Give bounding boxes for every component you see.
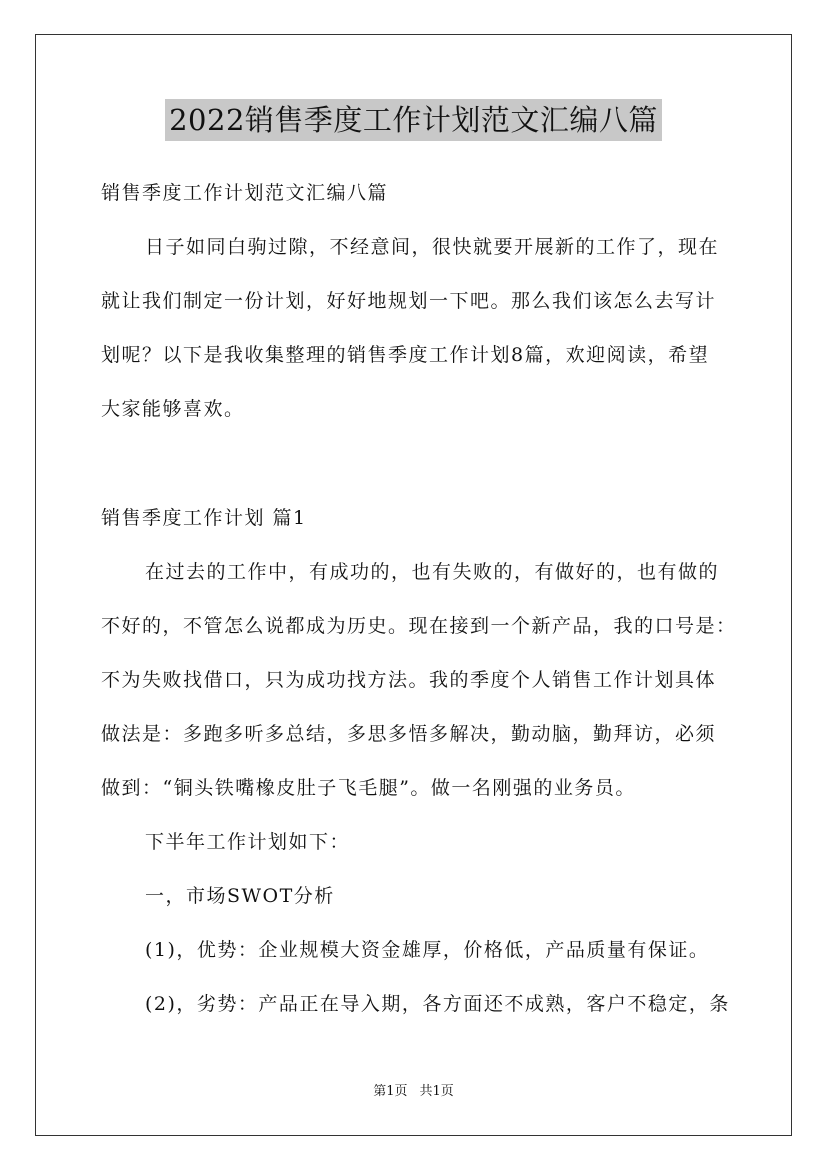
subtitle-line: 销售季度工作计划范文汇编八篇 <box>101 182 389 204</box>
paragraph-line: 就让我们制定一份计划，好好地规划一下吧。那么我们该怎么去写计 <box>101 290 717 312</box>
paragraph-line: 在过去的工作中，有成功的，也有失败的，有做好的，也有做的 <box>145 561 720 583</box>
page-footer <box>0 1083 827 1101</box>
paragraph-line: 不为失败找借口，只为成功找方法。我的季度个人销售工作计划具体 <box>101 669 717 691</box>
document-title: 2022销售季度工作计划范文汇编八篇 <box>165 99 662 141</box>
paragraph-line: 不好的，不管怎么说都成为历史。现在接到一个新产品，我的口号是： <box>101 615 737 637</box>
page-number: 第1页 <box>373 1084 408 1099</box>
page-total: 共1页 <box>419 1084 454 1099</box>
list-item: (1)，优势：企业规模大资金雄厚，价格低，产品质量有保证。 <box>145 939 710 961</box>
paragraph-line: 下半年工作计划如下： <box>145 831 351 853</box>
paragraph-line: 划呢？以下是我收集整理的销售季度工作计划8篇，欢迎阅读，希望 <box>101 344 710 366</box>
section-heading: 销售季度工作计划 篇1 <box>101 507 307 529</box>
paragraph-line: 做到：“铜头铁嘴橡皮肚子飞毛腿”。做一名刚强的业务员。 <box>101 777 636 799</box>
paragraph-line: 做法是：多跑多听多总结，多思多悟多解决，勤动脑，勤拜访，必须 <box>101 723 717 745</box>
paragraph-line: 日子如同白驹过隙，不经意间，很快就要开展新的工作了，现在 <box>145 236 720 258</box>
title-wrap <box>0 99 827 141</box>
list-heading: 一，市场SWOT分析 <box>145 885 335 907</box>
paragraph-line: 大家能够喜欢。 <box>101 398 245 420</box>
list-item: (2)，劣势：产品正在导入期，各方面还不成熟，客户不稳定，条 <box>145 993 730 1015</box>
